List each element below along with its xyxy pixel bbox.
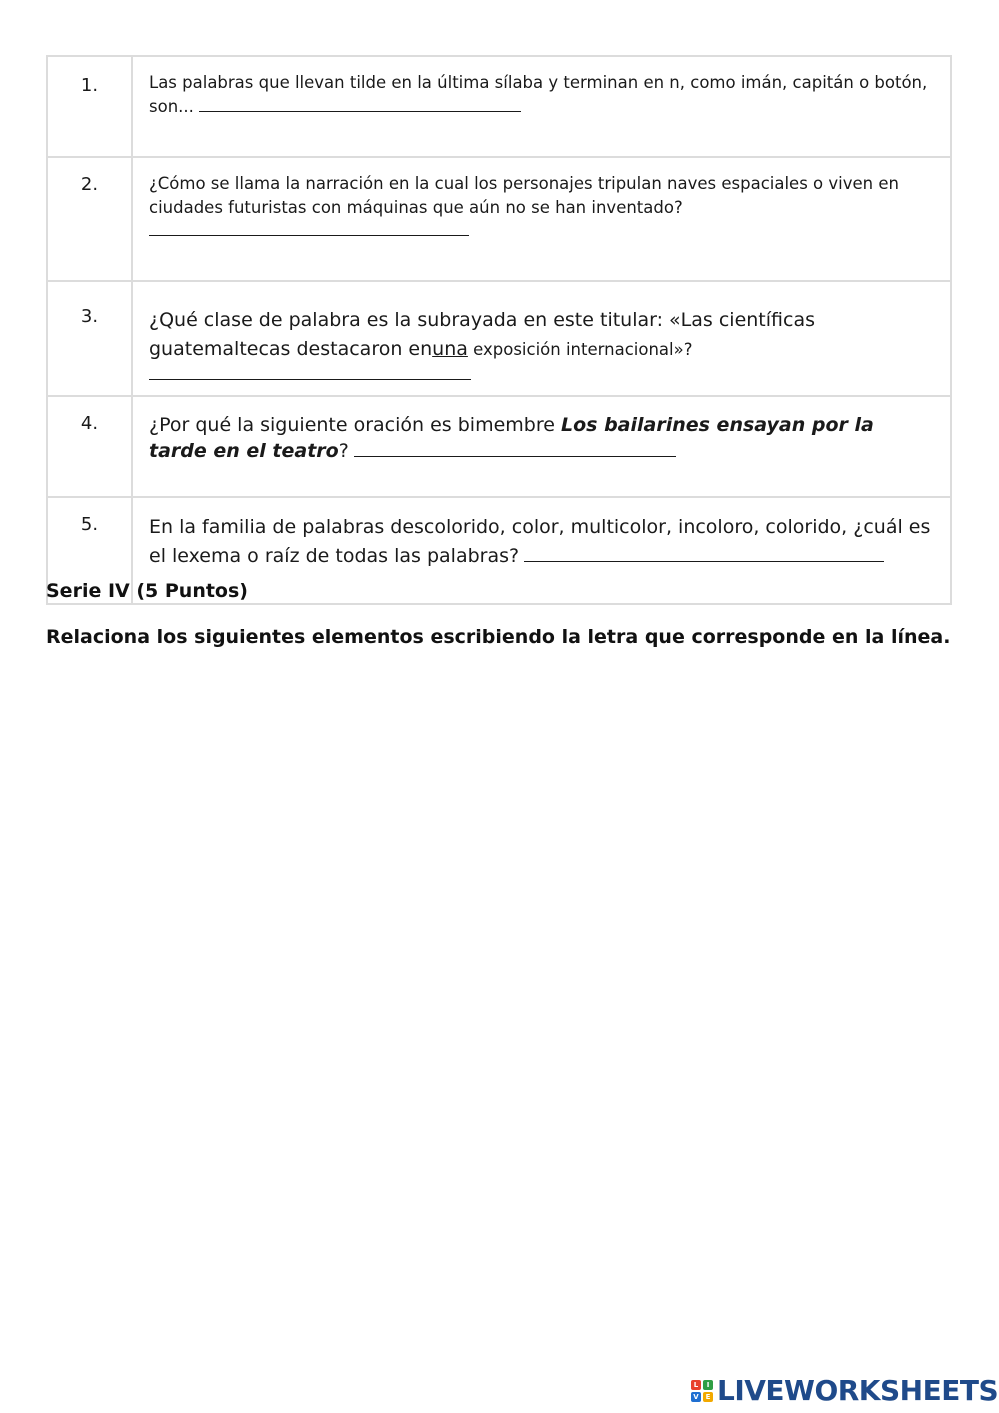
question-text-part: ¿Por qué la siguiente oración es bimembre [149,414,561,436]
liveworksheets-logo [691,1374,998,1407]
question-text-part: exposición internacional»? [467,340,693,359]
question-text-part: ? [338,440,349,462]
logo-mark-icon [691,1380,713,1402]
logo-mark-letter: L [691,1380,701,1390]
question-cell [132,497,951,604]
question-text: Las palabras que llevan tilde en la última sílaba y terminan en n, como imán, capitán o botón, son... [149,73,928,116]
question-number: 5. [47,497,132,604]
question-number: 3. [47,281,132,396]
question-row [47,157,951,281]
answer-blank[interactable] [149,220,469,236]
questions-table [46,55,952,605]
example-sentence: Los bailarines ensayan por la tarde en el teatro [149,414,874,462]
question-text: ¿Cómo se llama la narración en la cual los personajes tripulan naves espaciales o viven en ciudades futuristas con máquinas que aún no se han inventado? [149,174,899,217]
question-row [47,56,951,157]
question-row [47,281,951,396]
question-number: 2. [47,157,132,281]
question-cell [132,56,951,157]
question-cell [132,157,951,281]
question-number: 1. [47,56,132,157]
section-instruction: Relaciona los siguientes elementos escribiendo la letra que corresponde en la línea. [46,626,951,648]
question-cell [132,281,951,396]
logo-mark-letter: I [703,1380,713,1390]
logo-text: LIVEWORKSHEETS [717,1374,999,1407]
question-text-part: ¿Qué clase de palabra es la subrayada en este titular: «Las científicas guatemaltecas destacaron en [149,309,815,360]
underlined-word: una [432,338,468,360]
answer-blank[interactable] [354,441,676,457]
section-title: Serie IV (5 Puntos) [46,580,248,602]
question-number: 4. [47,396,132,497]
answer-blank[interactable] [149,364,471,380]
question-row [47,396,951,497]
question-text [149,309,815,360]
answer-blank[interactable] [524,546,884,562]
question-text: En la familia de palabras descolorido, color, multicolor, incoloro, colorido, ¿cuál es el lexema o raíz de todas las palabras? [149,516,931,567]
logo-mark-letter: E [703,1392,713,1402]
logo-mark-letter: V [691,1392,701,1402]
question-cell [132,396,951,497]
answer-blank[interactable] [199,96,521,112]
